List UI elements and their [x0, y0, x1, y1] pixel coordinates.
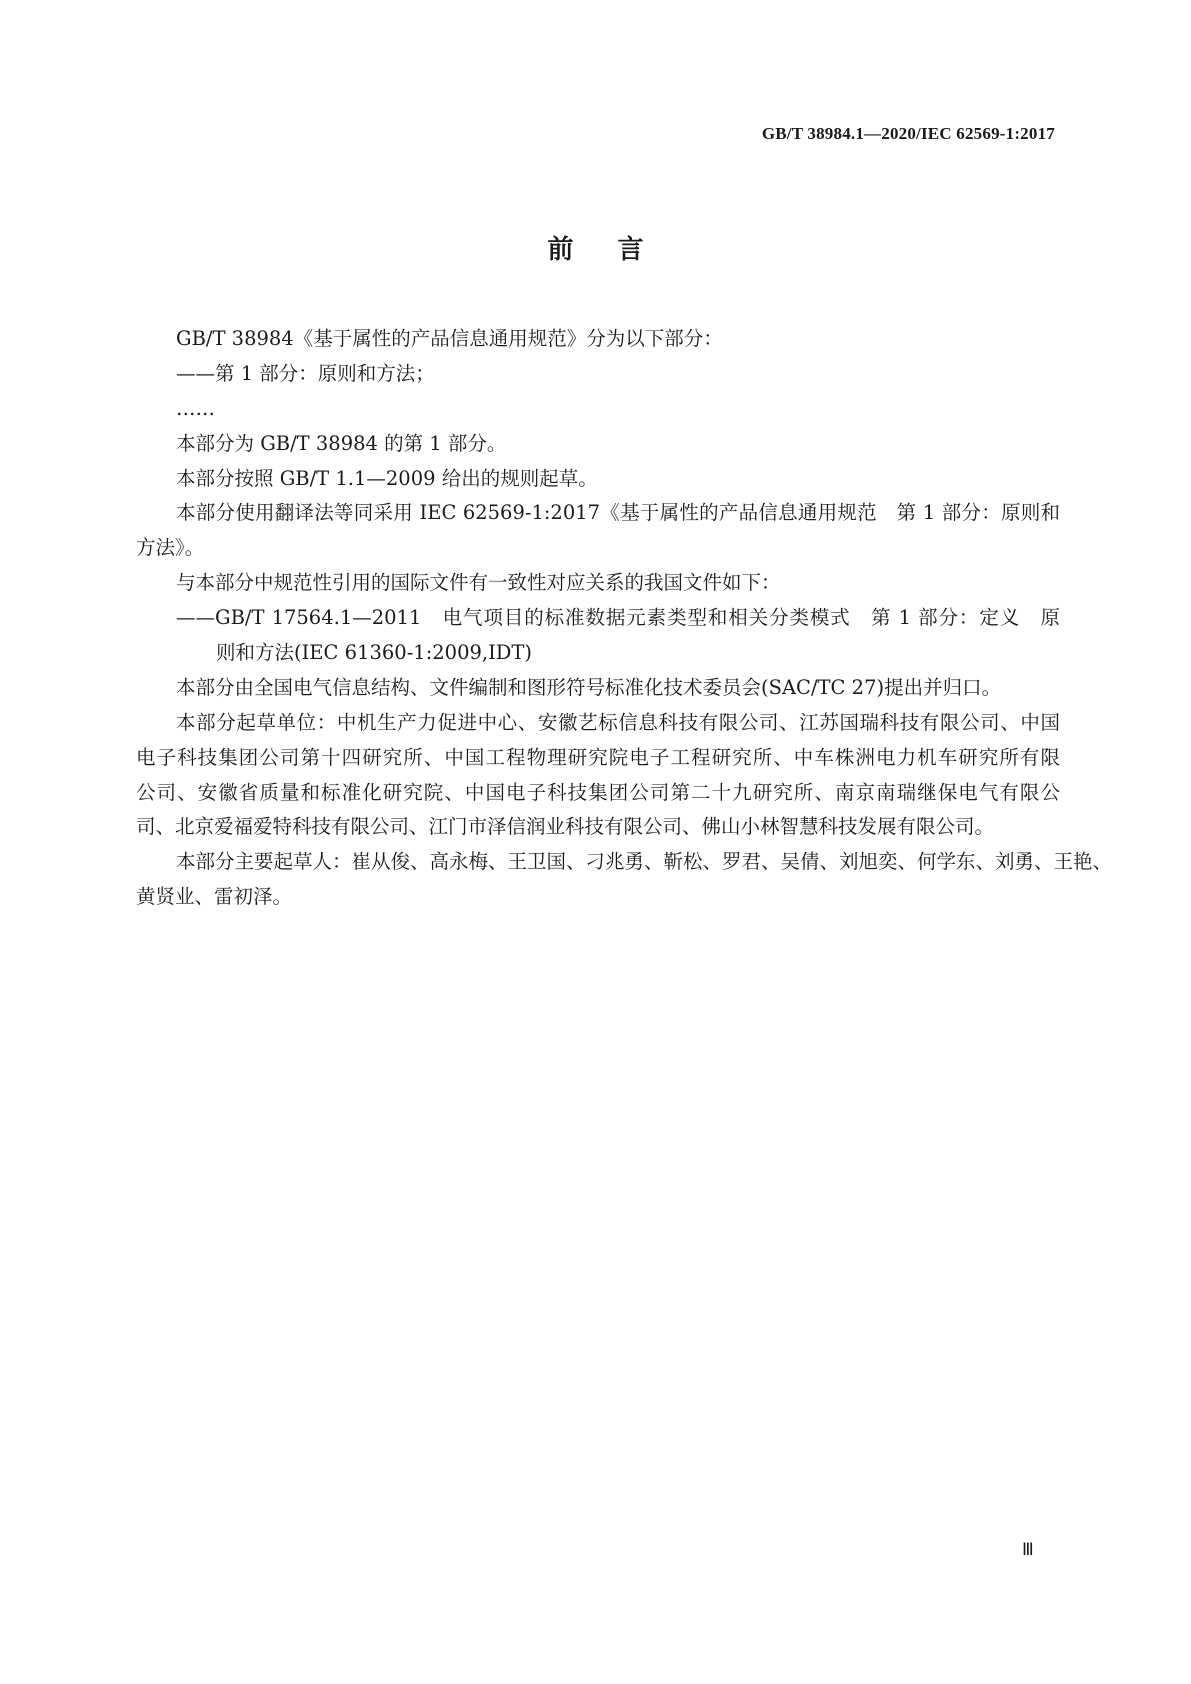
text-line: 本部分主要起草人：崔从俊、高永梅、王卫国、刁兆勇、靳松、罗君、吴倩、刘旭奕、何学东、刘勇、王艳、 [176, 850, 1113, 874]
paragraph [136, 357, 1060, 392]
text-line: 电子科技集团公司第十四研究所、中国工程物理研究院电子工程研究所、中车株洲电力机车研究所有限 [136, 745, 1060, 769]
page-number: Ⅲ [1022, 1540, 1034, 1559]
paragraph [136, 671, 1060, 706]
text-line: GB/T 38984《基于属性的产品信息通用规范》分为以下部分： [176, 327, 723, 350]
text-line: 本部分起草单位：中机生产力促进中心、安徽艺标信息科技有限公司、江苏国瑞科技有限公司、中国 [176, 710, 1060, 734]
text-line: 则和方法(IEC 61360-1:2009,IDT) [216, 641, 533, 665]
text-line: 本部分使用翻译法等同采用 IEC 62569-1:2017《基于属性的产品信息通用规范 第 1 部分：原则和 [176, 501, 1060, 525]
paragraph [136, 427, 1060, 462]
text-line: 与本部分中规范性引用的国际文件有一致性对应关系的我国文件如下： [176, 571, 781, 595]
foreword-body [136, 322, 1113, 915]
text-line: 公司、安徽省质量和标准化研究院、中国电子科技集团公司第二十九研究所、南京南瑞继保电气有限公 [136, 780, 1060, 804]
paragraph [136, 462, 1060, 497]
text-line: 本部分按照 GB/T 1.1—2009 给出的规则起草。 [176, 466, 598, 490]
paragraph [136, 566, 1060, 601]
text-line: 本部分由全国电气信息结构、文件编制和图形符号标准化技术委员会(SAC/TC 27)提出并归口。 [176, 675, 1002, 699]
text-line: 司、北京爱福爱特科技有限公司、江门市泽信润业科技有限公司、佛山小林智慧科技发展有限公司。 [136, 815, 995, 839]
text-line: ——第 1 部分：原则和方法； [176, 361, 435, 385]
text-line: ——GB/T 17564.1—2011 电气项目的标准数据元素类型和相关分类模式 第 1 部分：定义 原 [176, 606, 1060, 630]
paragraph [136, 392, 1060, 427]
document-number-header: GB/T 38984.1—2020/IEC 62569-1:2017 [761, 124, 1055, 143]
page-title: 前言 [547, 235, 688, 265]
text-line: 黄贤业、雷初泽。 [136, 885, 293, 909]
paragraph [136, 706, 1060, 846]
paragraph [136, 845, 1113, 915]
text-line: 方法》。 [136, 536, 205, 560]
text-line: …… [176, 396, 215, 420]
text-line: 本部分为 GB/T 38984 的第 1 部分。 [176, 431, 507, 455]
paragraph [136, 601, 1060, 671]
paragraph [136, 496, 1060, 566]
paragraph [136, 322, 1060, 357]
